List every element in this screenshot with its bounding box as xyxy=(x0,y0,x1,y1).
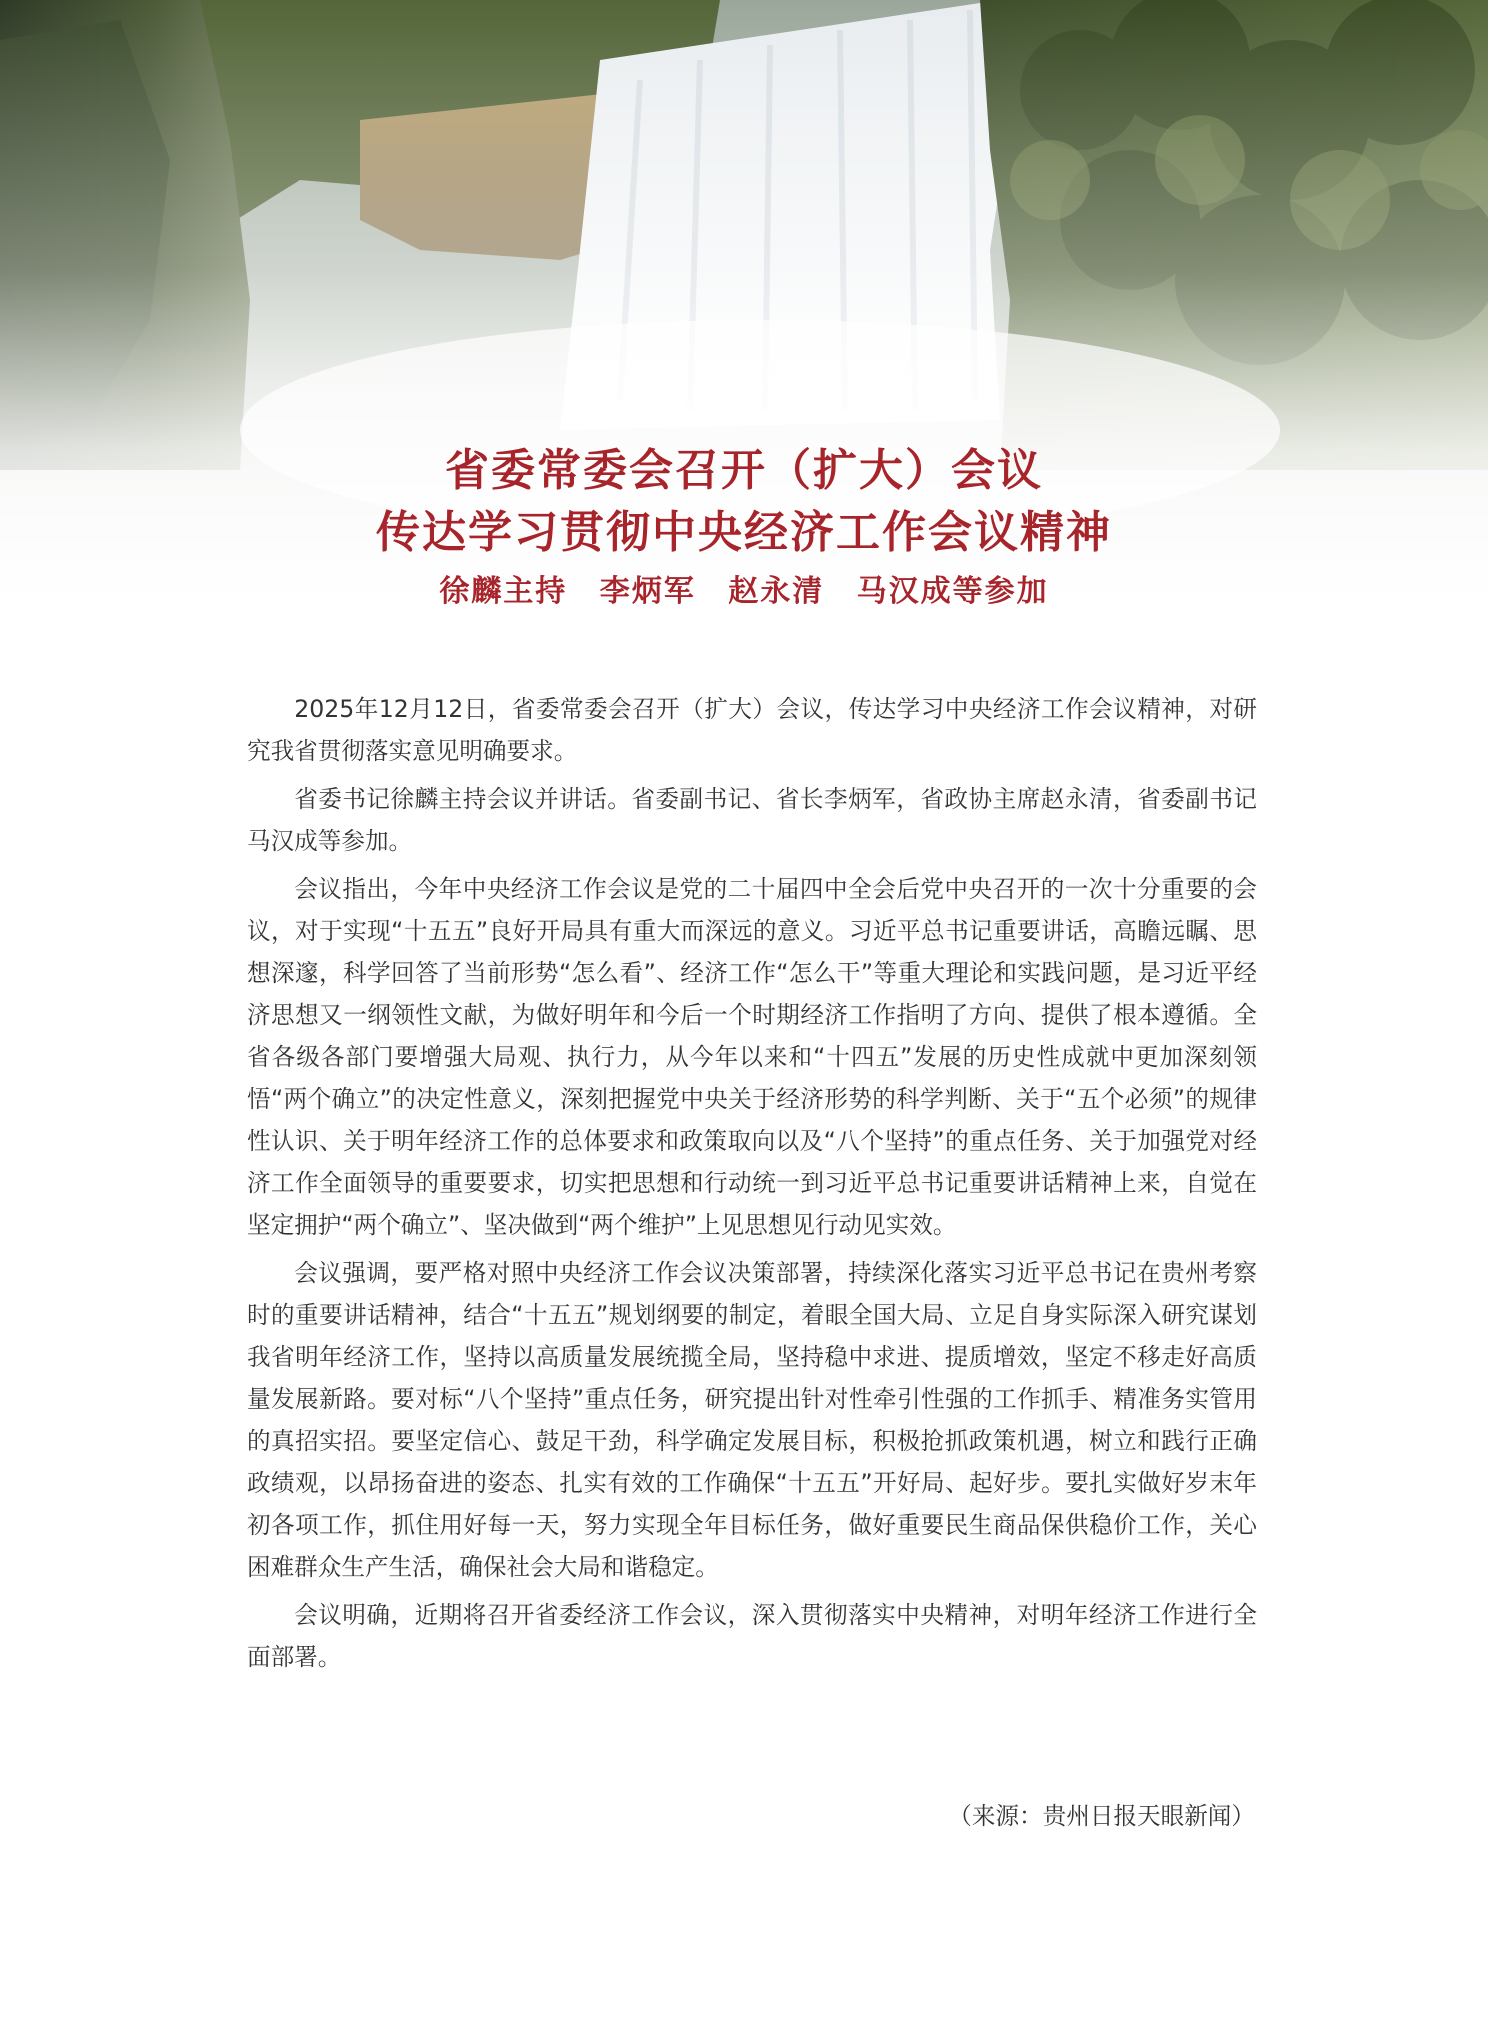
article-body xyxy=(247,688,1257,1684)
article-paragraph: 省委书记徐麟主持会议并讲话。省委副书记、省长李炳军，省政协主席赵永清，省委副书记马汉成等参加。 xyxy=(247,785,1257,855)
article-paragraph: 会议明确，近期将召开省委经济工作会议，深入贯彻落实中央精神，对明年经济工作进行全面部署。 xyxy=(247,1601,1257,1671)
subtitle-name: 马汉成等参加 xyxy=(856,574,1049,609)
article-paragraph: 2025年12月12日，省委常委会召开（扩大）会议，传达学习中央经济工作会议精神，对研究我省贯彻落实意见明确要求。 xyxy=(247,695,1257,765)
subtitle-attendees xyxy=(0,572,1488,612)
subtitle-name: 徐麟主持 xyxy=(439,574,568,609)
subtitle-name: 赵永清 xyxy=(728,574,825,609)
subtitle-name: 李炳军 xyxy=(599,574,696,609)
headline-block xyxy=(0,440,1488,612)
source-credit: （来源：贵州日报天眼新闻） xyxy=(948,1802,1255,1830)
headline-line-2: 传达学习贯彻中央经济工作会议精神 xyxy=(376,507,1112,558)
article-paragraph: 会议强调，要严格对照中央经济工作会议决策部署，持续深化落实习近平总书记在贵州考察时的重要讲话精神，结合“十五五”规划纲要的制定，着眼全国大局、立足自身实际深入研究谋划我省明年经济工作，坚持以高质量发展统揽全局，坚持稳中求进、提质增效，坚定不移走好高质量发展新路。要对标“八个坚持”重点任务，研究提出针对性牵引性强的工作抓手、精准务实管用的真招实招。要坚定信心、鼓足干劲，科学确定发展目标，积极抢抓政策机遇，树立和践行正确政绩观，以昂扬奋进的姿态、扎实有效的工作确保“十五五”开好局、起好步。要扎实做好岁末年初各项工作，抓住用好每一天，努力实现全年目标任务，做好重要民生商品保供稳价工作，关心困难群众生产生活，确保社会大局和谐稳定。 xyxy=(247,1259,1257,1581)
article-paragraph: 会议指出，今年中央经济工作会议是党的二十届四中全会后党中央召开的一次十分重要的会议，对于实现“十五五”良好开局具有重大而深远的意义。习近平总书记重要讲话，高瞻远瞩、思想深邃，科学回答了当前形势“怎么看”、经济工作“怎么干”等重大理论和实践问题，是习近平经济思想又一纲领性文献，为做好明年和今后一个时期经济工作指明了方向、提供了根本遵循。全省各级各部门要增强大局观、执行力，从今年以来和“十四五”发展的历史性成就中更加深刻领悟“两个确立”的决定性意义，深刻把握党中央关于经济形势的科学判断、关于“五个必须”的规律性认识、关于明年经济工作的总体要求和政策取向以及“八个坚持”的重点任务、关于加强党对经济工作全面领导的重要要求，切实把思想和行动统一到习近平总书记重要讲话精神上来，自觉在坚定拥护“两个确立”、坚决做到“两个维护”上见思想见行动见实效。 xyxy=(247,875,1257,1239)
headline-line-1: 省委常委会召开（扩大）会议 xyxy=(445,445,1043,496)
